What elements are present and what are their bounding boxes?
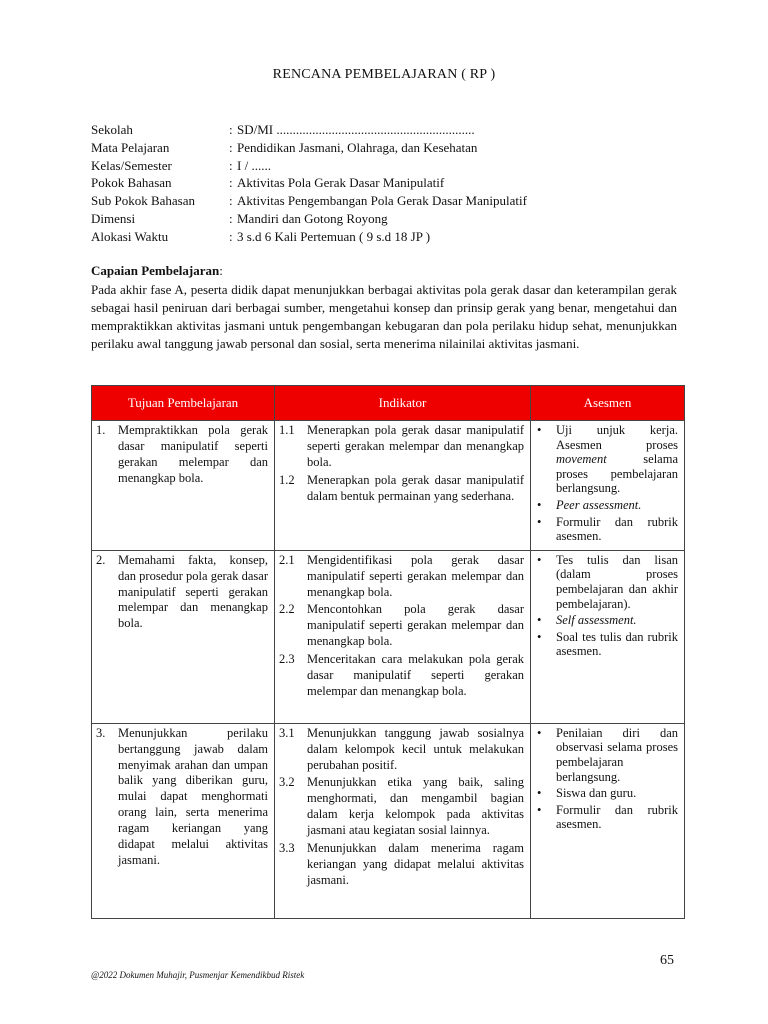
- meta-label: Sub Pokok Bahasan: [91, 193, 195, 209]
- asesmen-text-main: Penilaian diri dan observasi selama proses pembelajaran berlangsung.: [556, 725, 678, 784]
- learning-plan-table: [91, 385, 685, 919]
- indikator-item: [279, 602, 524, 650]
- indikator-number: 2.3: [279, 652, 295, 667]
- indikator-number: 1.2: [279, 472, 295, 487]
- asesmen-item: [535, 423, 678, 496]
- meta-value: SD/MI .............................................................: [237, 122, 475, 137]
- asesmen-list: [535, 553, 678, 659]
- bullet-icon: •: [537, 786, 542, 801]
- footer-note: @2022 Dokumen Muhajir, Pusmenjar Kemendikbud Ristek: [91, 970, 305, 980]
- tujuan-text: Mempraktikkan pola gerak dasar manipulatif seperti gerakan melempar dan menangkap bola.: [118, 423, 268, 485]
- indikator-cell: [275, 723, 531, 918]
- asesmen-text-main: Soal tes tulis dan rubrik asesmen.: [556, 629, 678, 659]
- asesmen-cell: [531, 421, 685, 551]
- asesmen-text: [556, 423, 678, 496]
- tujuan-item: [96, 726, 268, 869]
- asesmen-text-main: Tes tulis dan lisan (dalam proses pembelajaran dan akhir pembelajaran).: [556, 552, 678, 611]
- asesmen-cell: [531, 723, 685, 918]
- tujuan-cell: [92, 723, 275, 918]
- meta-row: [91, 174, 527, 192]
- asesmen-list: [535, 423, 678, 544]
- tujuan-item: [96, 553, 268, 633]
- asesmen-item: [535, 786, 678, 801]
- asesmen-text-main: Siswa dan guru.: [556, 786, 637, 801]
- capaian-text: Pada akhir fase A, peserta didik dapat menunjukkan berbagai aktivitas pola gerak dasar dan keterampilan gerak sebagai hasil peniruan dari berbagai sumber, mengetahui konsep dan prinsip gerak yang benar, mengetahui dan mempraktikkan aktivitas jasmani untuk pengembangan kebugaran dan pola perilaku hidup sehat, menunjukkan perilaku awal tanggung jawab personal dan sosial, serta menerima nilainilai aktivitas jasmani.: [91, 282, 677, 351]
- table-row: [92, 550, 685, 723]
- meta-label: Mata Pelajaran: [91, 139, 170, 155]
- meta-separator: :: [229, 122, 233, 137]
- table-row: [92, 421, 685, 551]
- document-title: RENCANA PEMBELAJARAN ( RP ): [272, 67, 496, 82]
- meta-label: Sekolah: [91, 122, 133, 137]
- tujuan-number: 2.: [96, 552, 106, 567]
- indikator-text: Menunjukkan tanggung jawab sosialnya dalam kelompok kecil untuk melakukan perubahan positif.: [307, 725, 524, 772]
- bullet-icon: •: [537, 802, 542, 817]
- indikator-text: Menceritakan cara melakukan pola gerak dasar manipulatif seperti gerakan melempar dan menangkap bola.: [307, 652, 524, 698]
- header-asesmen: Asesmen: [531, 386, 685, 421]
- capaian-heading: [91, 263, 223, 279]
- indikator-text: Mengidentifikasi pola gerak dasar manipulatif seperti gerakan melempar dan menangkap bola.: [307, 552, 524, 599]
- identity-block: [91, 121, 527, 246]
- asesmen-text-main: Formulir dan rubrik asesmen.: [556, 802, 678, 832]
- asesmen-item: [535, 630, 678, 659]
- asesmen-text-italic: Self assessment.: [556, 613, 637, 628]
- indikator-text: Menerapkan pola gerak dasar manipulatif seperti gerakan melempar dan menangkap bola.: [307, 423, 524, 469]
- bullet-icon: •: [537, 552, 542, 567]
- indikator-number: 3.1: [279, 725, 295, 740]
- capaian-heading-colon: :: [219, 263, 223, 278]
- indikator-item: [279, 775, 524, 839]
- bullet-icon: •: [537, 613, 542, 628]
- asesmen-text-italic: movement: [556, 452, 607, 467]
- asesmen-text: [556, 786, 636, 801]
- bullet-icon: •: [537, 497, 542, 512]
- indikator-text: Menunjukkan dalam menerima ragam keriangan yang didapat melalui aktivitas jasmani.: [307, 841, 524, 887]
- indikator-text: Menerapkan pola gerak dasar manipulatif dalam bentuk permainan yang sederhana.: [307, 472, 524, 503]
- meta-label: Dimensi: [91, 210, 136, 226]
- indikator-item: [279, 726, 524, 774]
- asesmen-item: [535, 613, 678, 628]
- bullet-icon: •: [537, 514, 542, 529]
- indikator-text: Menunjukkan etika yang baik, saling menghormati, dan mengambil bagian dalam kerja kelompok pada aktivitas jasmani atau kegiatan sosial lainnya.: [307, 775, 524, 838]
- asesmen-text: [556, 498, 641, 513]
- tujuan-cell: [92, 421, 275, 551]
- meta-separator: :: [229, 139, 233, 155]
- bullet-icon: •: [537, 423, 542, 437]
- meta-value: I / ......: [237, 157, 271, 173]
- indikator-item: [279, 473, 524, 505]
- asesmen-item: [535, 515, 678, 544]
- asesmen-item: [535, 553, 678, 611]
- asesmen-list: [535, 726, 678, 832]
- indikator-item: [279, 553, 524, 601]
- indikator-item: [279, 841, 524, 889]
- meta-row: [91, 228, 527, 246]
- meta-value: Pendidikan Jasmani, Olahraga, dan Kesehatan: [237, 139, 478, 155]
- indikator-text: Mencontohkan pola gerak dasar manipulatif seperti gerakan melempar dan menangkap bola.: [307, 602, 524, 649]
- header-tujuan: Tujuan Pembelajaran: [92, 386, 275, 421]
- meta-row: [91, 192, 527, 210]
- table-row: [92, 723, 685, 918]
- meta-value: Aktivitas Pengembangan Pola Gerak Dasar Manipulatif: [237, 193, 527, 209]
- tujuan-cell: [92, 550, 275, 723]
- header-indikator: Indikator: [275, 386, 531, 421]
- meta-row: [91, 210, 527, 228]
- bullet-icon: •: [537, 629, 542, 644]
- asesmen-text: [556, 726, 678, 784]
- page-number: 65: [660, 953, 674, 968]
- tujuan-number: 3.: [96, 725, 106, 740]
- meta-separator: :: [229, 228, 233, 244]
- indikator-item: [279, 652, 524, 700]
- tujuan-text: Menunjukkan perilaku bertanggung jawab dalam menyimak arahan dan umpan balik yang diberikan guru, mulai dapat menghormati orang lain, serta menerima ragam keriangan yang didapat melalui aktivitas jasmani.: [118, 725, 268, 867]
- meta-separator: :: [229, 175, 233, 191]
- tujuan-number: 1.: [96, 423, 106, 437]
- asesmen-text-main: Formulir dan rubrik asesmen.: [556, 514, 678, 544]
- meta-separator: :: [229, 193, 233, 209]
- bullet-icon: •: [537, 725, 542, 740]
- meta-separator: :: [229, 210, 233, 226]
- meta-label: Alokasi Waktu: [91, 228, 169, 244]
- indikator-cell: [275, 421, 531, 551]
- indikator-item: [279, 423, 524, 471]
- asesmen-item: [535, 726, 678, 784]
- indikator-number: 1.1: [279, 423, 295, 437]
- tujuan-item: [96, 423, 268, 487]
- meta-label: Pokok Bahasan: [91, 175, 172, 191]
- asesmen-text: [556, 803, 678, 832]
- capaian-heading-text: Capaian Pembelajaran: [91, 263, 220, 278]
- meta-value: Aktivitas Pola Gerak Dasar Manipulatif: [237, 175, 445, 191]
- asesmen-cell: [531, 550, 685, 723]
- meta-row: [91, 121, 527, 139]
- indikator-number: 2.1: [279, 552, 295, 567]
- tujuan-text: Memahami fakta, konsep, dan prosedur pola gerak dasar manipulatif seperti gerakan melempar dan menangkap bola.: [118, 552, 268, 631]
- indikator-number: 3.2: [279, 775, 295, 790]
- meta-label: Kelas/Semester: [91, 157, 172, 173]
- asesmen-text: [556, 515, 678, 544]
- asesmen-text-tail: selama proses pembelajaran berlangsung.: [556, 452, 678, 496]
- indikator-number: 2.2: [279, 602, 295, 617]
- meta-value: Mandiri dan Gotong Royong: [237, 210, 388, 226]
- indikator-number: 3.3: [279, 841, 295, 856]
- table-header-row: [92, 386, 685, 421]
- asesmen-item: [535, 498, 678, 513]
- asesmen-text-main: Uji unjuk kerja. Asesmen proses: [556, 423, 678, 452]
- meta-row: [91, 157, 527, 175]
- asesmen-item: [535, 803, 678, 832]
- indikator-cell: [275, 550, 531, 723]
- meta-value: 3 s.d 6 Kali Pertemuan ( 9 s.d 18 JP ): [237, 228, 431, 244]
- asesmen-text-italic: Peer assessment.: [556, 497, 642, 512]
- asesmen-text: [556, 553, 678, 611]
- asesmen-text: [556, 613, 637, 628]
- meta-row: [91, 139, 527, 157]
- asesmen-text: [556, 630, 678, 659]
- meta-separator: :: [229, 157, 233, 173]
